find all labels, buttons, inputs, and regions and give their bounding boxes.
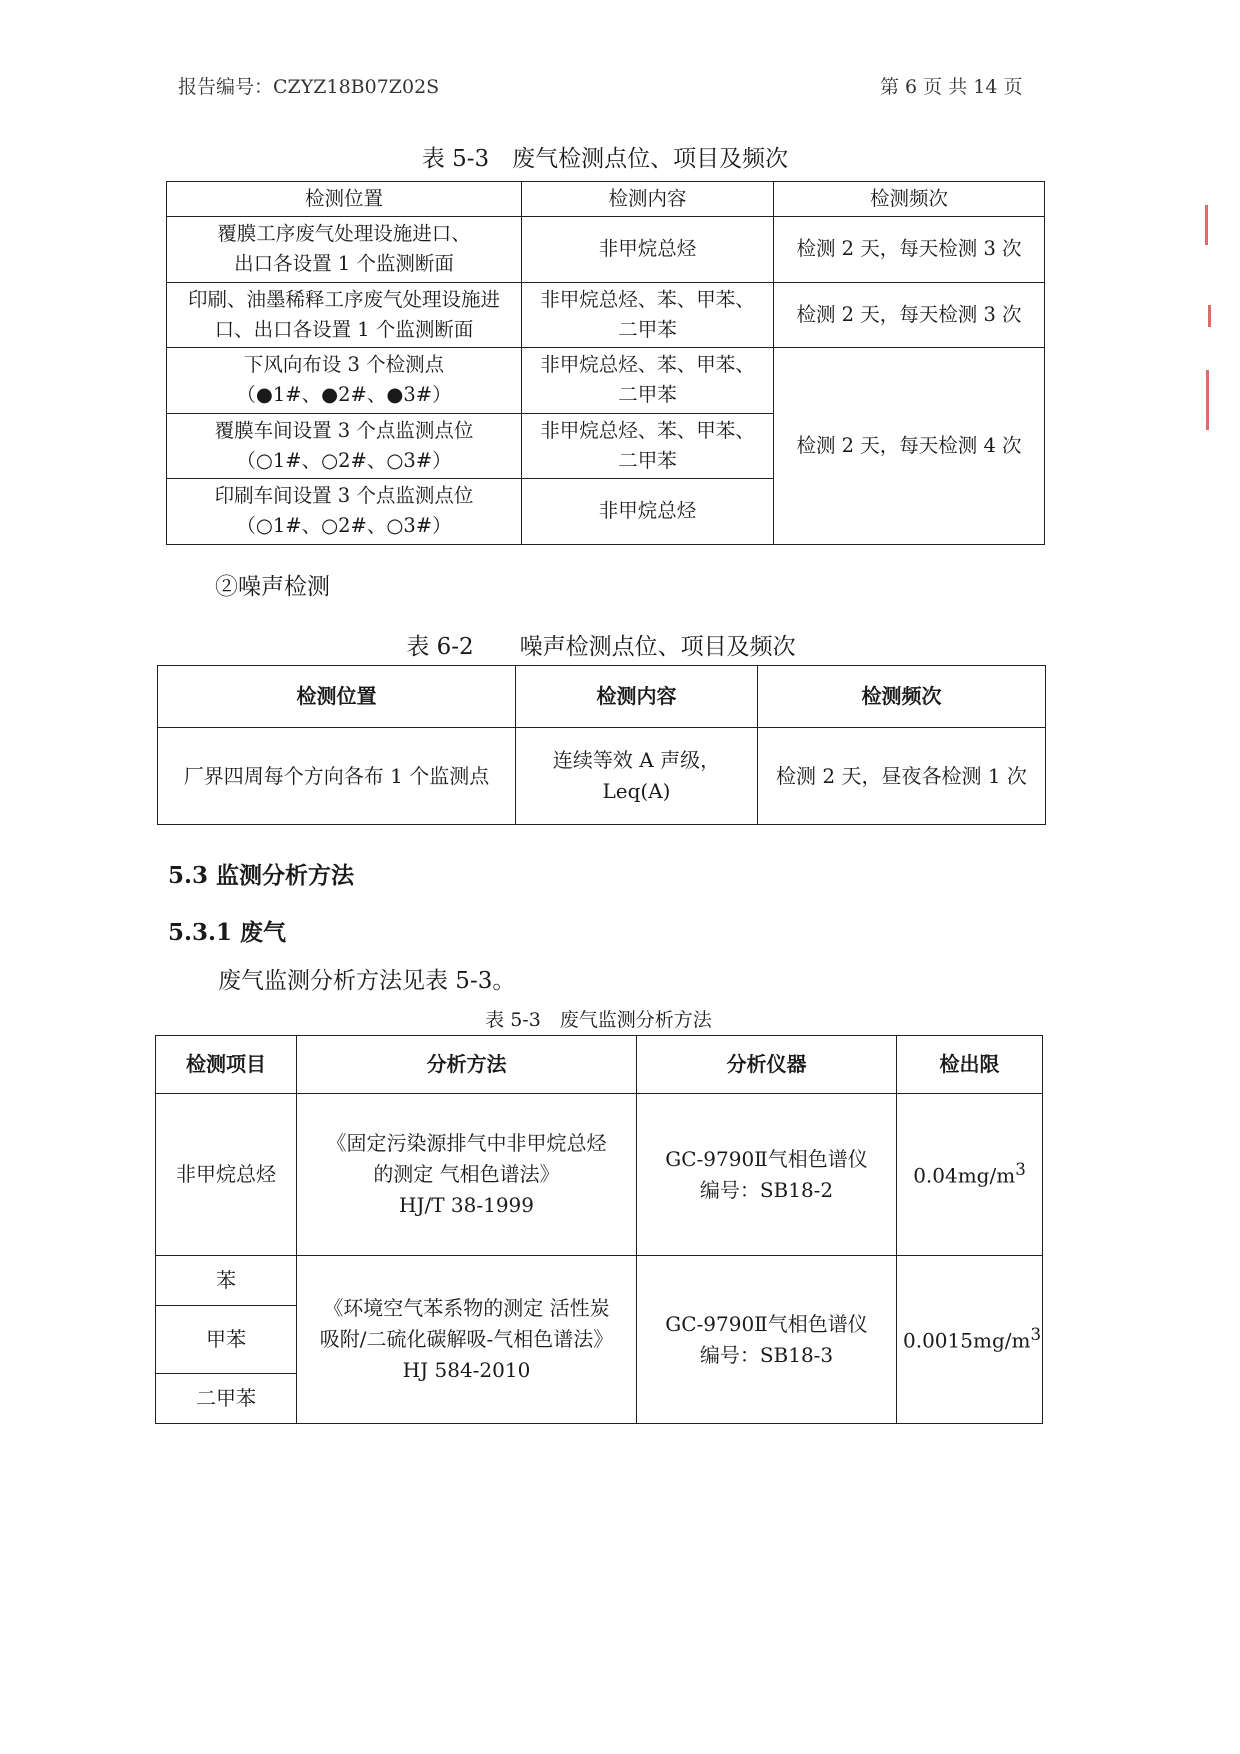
frequency-cell: 检测 2 天，每天检测 4 次	[774, 348, 1045, 545]
stamp-mark	[1205, 205, 1208, 245]
limit-cell	[897, 1256, 1043, 1424]
header-cell: 检测位置	[167, 182, 522, 217]
content-cell: 非甲烷总烃、苯、甲苯、 二甲苯	[522, 348, 774, 413]
table-caption: 表 6-2 噪声检测点位、项目及频次	[406, 634, 796, 660]
header-cell: 分析仪器	[637, 1036, 897, 1094]
table-row	[158, 728, 1046, 825]
item-cell: 苯	[156, 1256, 297, 1306]
location-cell: 印刷、油墨稀释工序废气处理设施进 口、出口各设置 1 个监测断面	[167, 282, 522, 347]
header-cell: 检测内容	[516, 666, 758, 728]
stamp-mark	[1208, 305, 1211, 327]
limit-superscript: 3	[1015, 1160, 1026, 1180]
header-cell: 检测位置	[158, 666, 516, 728]
instrument-cell: GC-9790Ⅱ气相色谱仪 编号：SB18-3	[637, 1256, 897, 1424]
methods-table	[155, 1035, 1043, 1424]
frequency-cell: 检测 2 天，每天检测 3 次	[774, 282, 1045, 347]
location-cell: 下风向布设 3 个检测点 （●1#、●2#、●3#）	[167, 348, 522, 413]
noise-table	[157, 665, 1046, 825]
table-caption: 表 5-3 废气检测点位、项目及频次	[421, 146, 789, 172]
section-title: 5.3 监测分析方法	[168, 862, 355, 889]
page-indicator: 第 6 页 共 14 页	[880, 76, 1023, 98]
table-row	[156, 1094, 1043, 1256]
noise-heading: ②噪声检测	[215, 574, 330, 600]
table-row	[167, 217, 1045, 282]
header-cell: 检出限	[897, 1036, 1043, 1094]
content-cell: 非甲烷总烃、苯、甲苯、 二甲苯	[522, 282, 774, 347]
report-number: 报告编号：CZYZ18B07Z02S	[178, 76, 440, 98]
item-cell: 非甲烷总烃	[156, 1094, 297, 1256]
frequency-cell: 检测 2 天，每天检测 3 次	[774, 217, 1045, 282]
item-cell: 甲苯	[156, 1306, 297, 1374]
table-row	[167, 282, 1045, 347]
location-cell: 覆膜工序废气处理设施进口、 出口各设置 1 个监测断面	[167, 217, 522, 282]
method-cell: 《固定污染源排气中非甲烷总烃 的测定 气相色谱法》 HJ/T 38-1999	[297, 1094, 637, 1256]
limit-superscript: 3	[1030, 1325, 1042, 1345]
table-row	[167, 348, 1045, 413]
gas-points-table	[166, 181, 1045, 545]
table-row	[156, 1256, 1043, 1306]
method-cell: 《环境空气苯系物的测定 活性炭 吸附/二硫化碳解吸-气相色谱法》 HJ 584-2010	[297, 1256, 637, 1424]
section-paragraph: 废气监测分析方法见表 5-3。	[218, 968, 516, 994]
header-cell: 检测频次	[774, 182, 1045, 217]
content-cell: 非甲烷总烃、苯、甲苯、 二甲苯	[522, 413, 774, 478]
header-cell: 分析方法	[297, 1036, 637, 1094]
subsection-title: 5.3.1 废气	[168, 919, 287, 946]
content-cell: 非甲烷总烃	[522, 478, 774, 544]
limit-value: 0.04mg/m	[913, 1163, 1016, 1188]
table-caption: 表 5-3 废气监测分析方法	[485, 1009, 712, 1031]
header-cell: 检测内容	[522, 182, 774, 217]
content-cell: 连续等效 A 声级， Leq(A)	[516, 728, 758, 825]
location-cell: 印刷车间设置 3 个点监测点位 （○1#、○2#、○3#）	[167, 478, 522, 544]
frequency-cell: 检测 2 天，昼夜各检测 1 次	[758, 728, 1046, 825]
header-cell: 检测频次	[758, 666, 1046, 728]
instrument-cell: GC-9790Ⅱ气相色谱仪 编号：SB18-2	[637, 1094, 897, 1256]
header-cell: 检测项目	[156, 1036, 297, 1094]
location-cell: 覆膜车间设置 3 个点监测点位 （○1#、○2#、○3#）	[167, 413, 522, 478]
stamp-mark	[1206, 370, 1209, 430]
location-cell: 厂界四周每个方向各布 1 个监测点	[158, 728, 516, 825]
item-cell: 二甲苯	[156, 1374, 297, 1424]
limit-cell	[897, 1094, 1043, 1256]
content-cell: 非甲烷总烃	[522, 217, 774, 282]
limit-value: 0.0015mg/m	[903, 1328, 1031, 1353]
